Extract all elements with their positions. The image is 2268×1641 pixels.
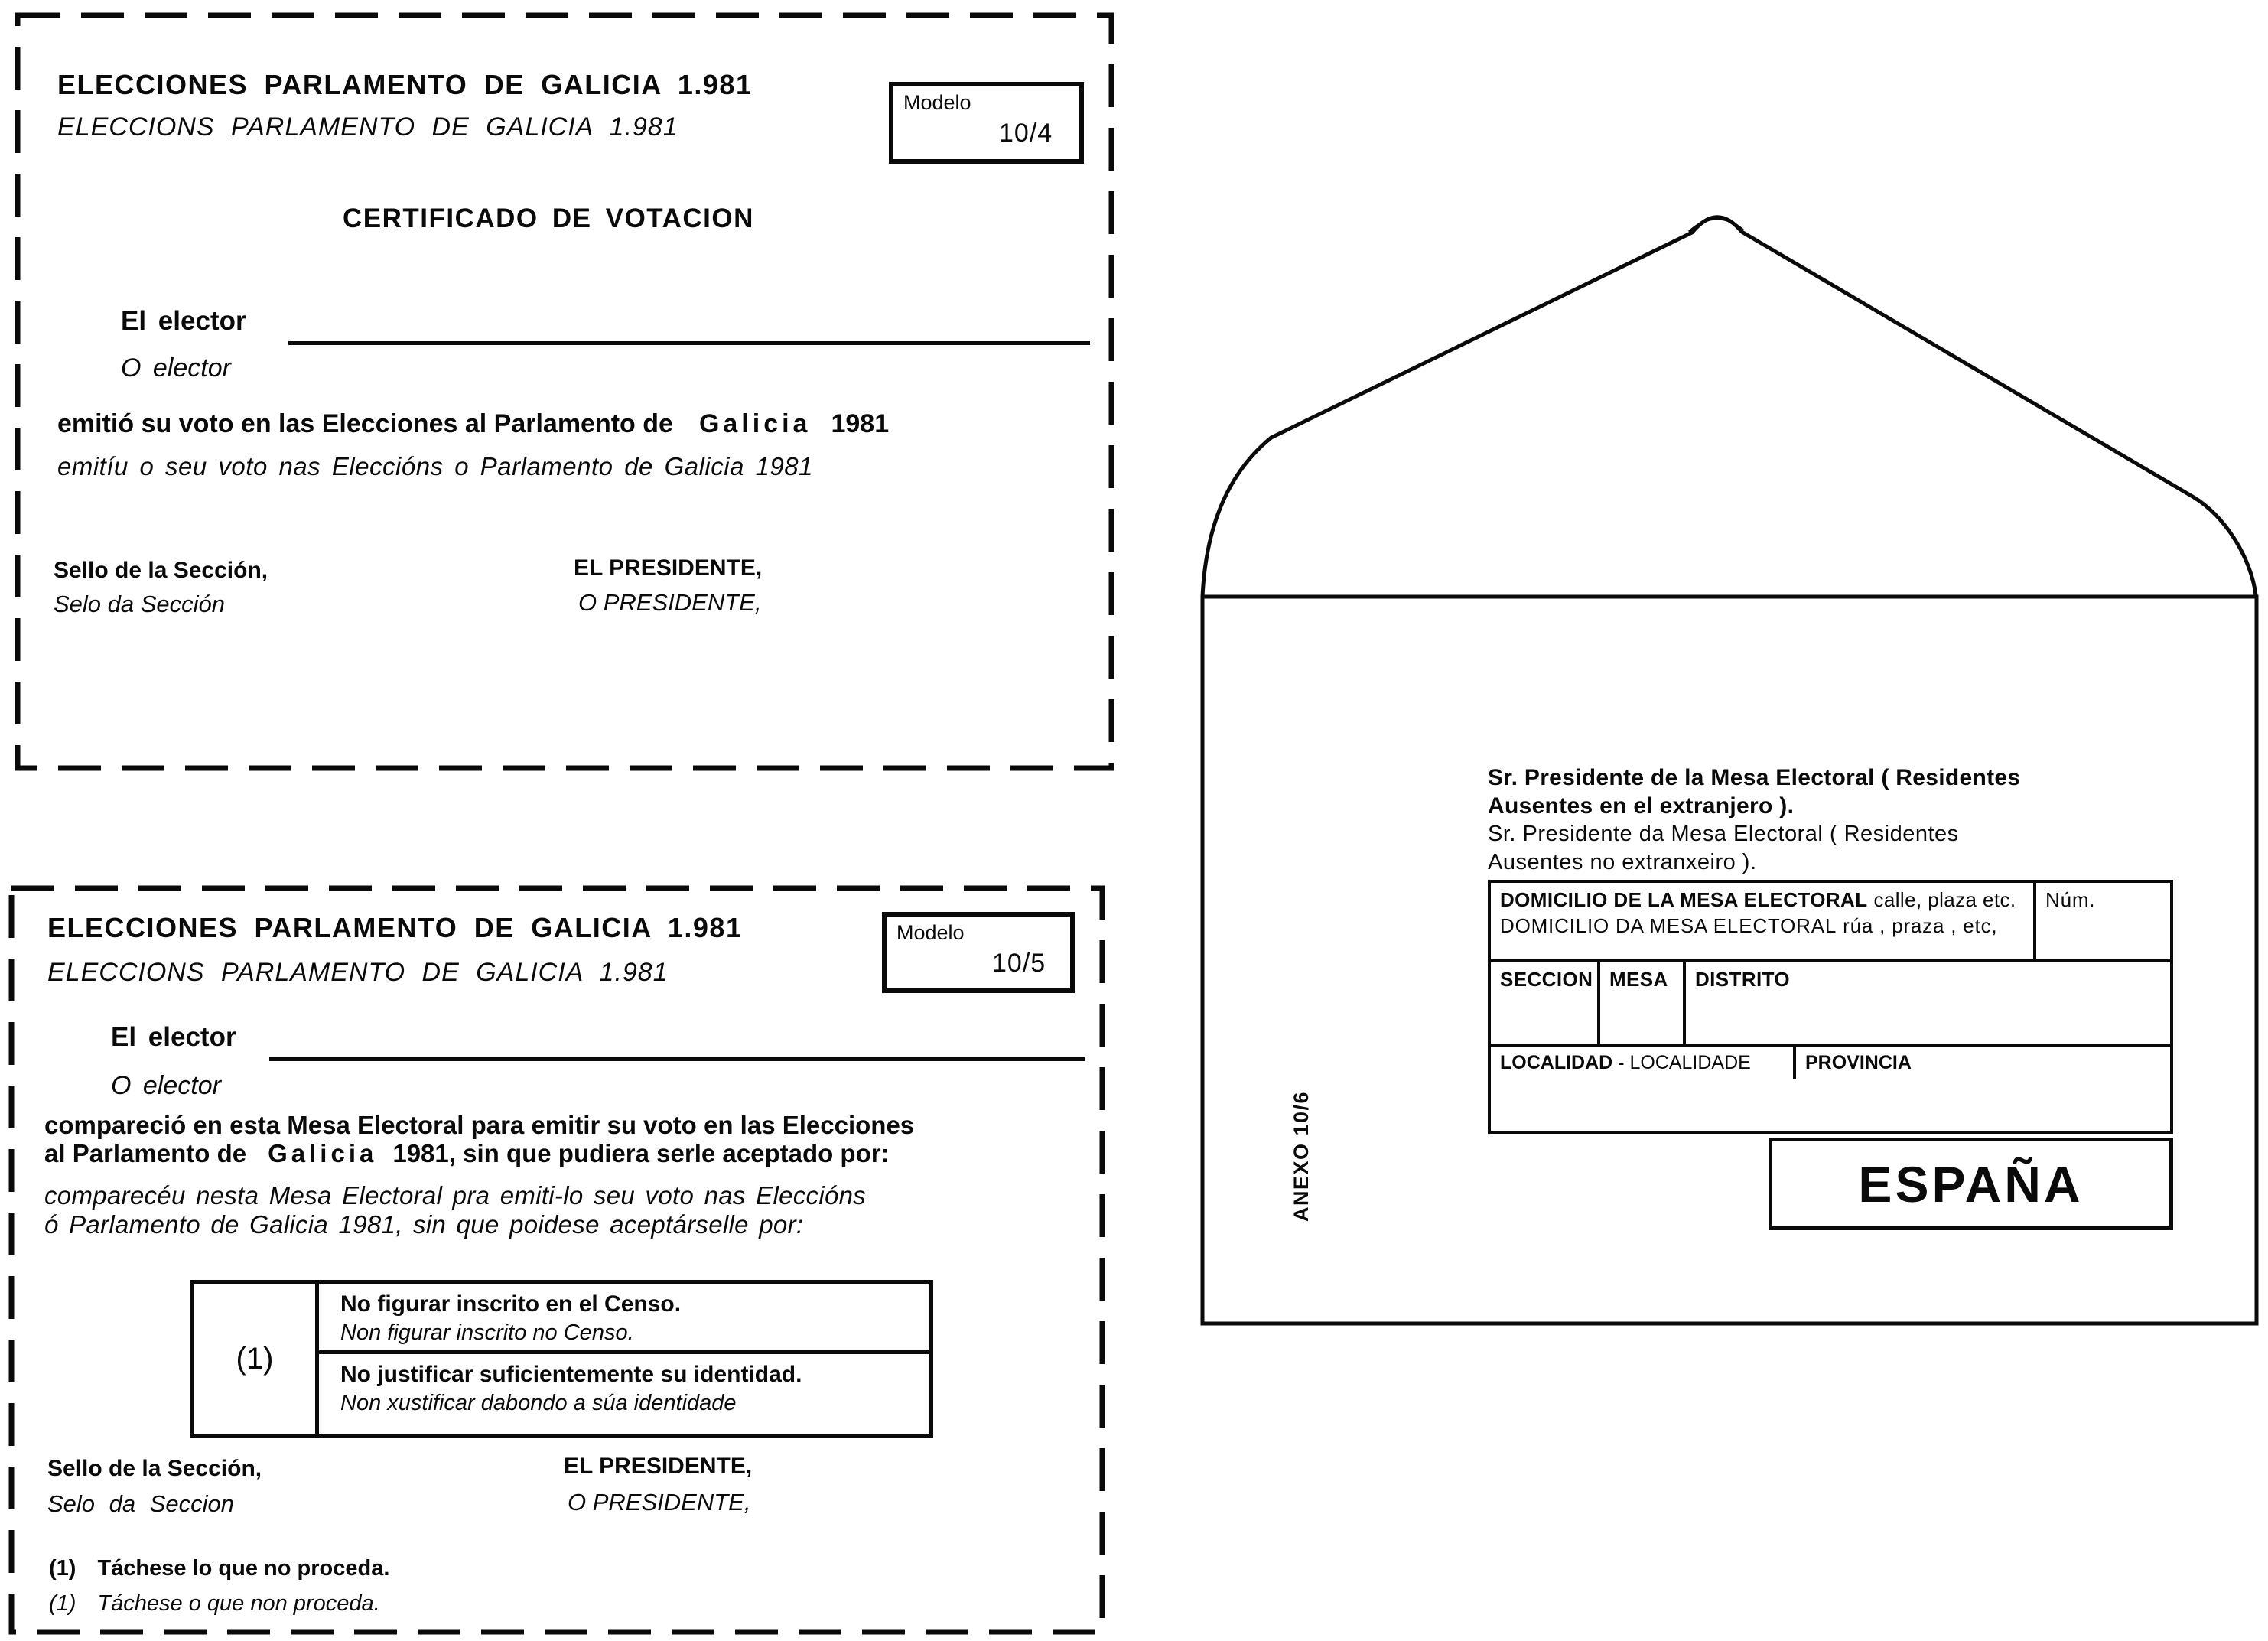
form-10-5-modelo-box [882, 912, 1075, 993]
reason-2-es: No justificar suficientemente su identidad. [340, 1362, 802, 1387]
appeared-statement-gl-line2: ó Parlamento de Galicia 1981, sin que poidese aceptárselle por: [44, 1210, 804, 1239]
domicilio-gl-main: DOMICILIO DA MESA ELECTORAL [1500, 914, 1837, 937]
appeared-statement-es-line1: compareció en esta Mesa Electoral para emitir su voto en las Elecciones [44, 1111, 915, 1139]
rejection-reasons-table [190, 1280, 933, 1438]
reason-row-2 [319, 1354, 929, 1421]
domicilio-label-es [1500, 888, 2024, 912]
sello-label-gl: Selo da Seccion [47, 1490, 235, 1517]
form-10-4-modelo-box [889, 82, 1084, 164]
mesa-address-table [1488, 880, 2173, 1134]
addressee-block [1488, 764, 2020, 877]
addressee-gl-line1: Sr. Presidente da Mesa Electoral ( Residentes [1488, 822, 1959, 846]
form-10-4-title-es: ELECCIONES PARLAMENTO DE GALICIA 1.981 [57, 69, 753, 100]
modelo-label: Modelo [903, 91, 971, 114]
sello-label-es: Sello de la Sección, [47, 1456, 262, 1481]
reason-marker-cell: (1) [194, 1284, 319, 1434]
espana-label: ESPAÑA [1858, 1155, 2084, 1213]
elector-label-es: El elector [121, 306, 246, 336]
appeared-statement-es [44, 1111, 914, 1167]
anexo-label: ANEXO 10/6 [1290, 1090, 1313, 1222]
footnote-gl-marker: (1) [49, 1591, 76, 1616]
addressee-gl-line2: Ausentes no extranxeiro ). [1488, 850, 1757, 874]
elector-fill-line [288, 341, 1090, 345]
presidente-label-es: EL PRESIDENTE, [574, 555, 763, 581]
seccion-row [1491, 962, 2170, 1047]
localidad-label [1500, 1052, 1784, 1074]
voted-statement-es-pre: emitió su voto en las Elecciones al Parlamento de [57, 409, 673, 438]
addressee-es-line1: Sr. Presidente de la Mesa Electoral ( Residentes [1488, 765, 2021, 790]
num-cell [2033, 883, 2170, 959]
appeared-statement-gl-line1: comparecéu nesta Mesa Electoral pra emiti-lo seu voto nas Eleccións [44, 1181, 867, 1210]
footnote-es [49, 1556, 389, 1581]
certificate-heading: CERTIFICADO DE VOTACION [343, 203, 754, 233]
seccion-label: SECCION [1500, 968, 1593, 991]
domicilio-row [1491, 883, 2170, 962]
appeared-statement-es-line2 [44, 1139, 914, 1167]
appeared-statement-gl [44, 1181, 866, 1239]
espana-box [1769, 1138, 2173, 1230]
provincia-cell [1793, 1047, 2170, 1079]
envelope-flap [1202, 217, 2256, 597]
appeared-es-line2-post: , sin que pudiera serle aceptado por: [448, 1139, 890, 1167]
presidente-label-gl: O PRESIDENTE, [578, 589, 762, 616]
modelo-label: Modelo [896, 921, 965, 944]
sello-label-es: Sello de la Sección, [54, 558, 268, 583]
addressee-es-line2: Ausentes en el extranjero ). [1488, 793, 1795, 819]
domicilio-es-suffix: calle, plaza etc. [1873, 888, 2016, 911]
domicilio-cell [1491, 883, 2033, 959]
footnote-gl [49, 1591, 380, 1617]
form-10-5-title-gl: ELECCIONS PARLAMENTO DE GALICIA 1.981 [47, 958, 669, 987]
reason-1-gl: Non figurar inscrito no Censo. [340, 1320, 634, 1345]
voted-statement-fill: Galicia [698, 409, 812, 438]
localidad-cell [1491, 1047, 1793, 1079]
voted-statement-year: 1981 [831, 409, 890, 438]
reason-1-es: No figurar inscrito en el Censo. [340, 1291, 682, 1317]
sello-label-gl: Selo da Sección [54, 591, 226, 617]
elector-label-es: El elector [111, 1022, 236, 1052]
domicilio-es-bold: DOMICILIO DE LA MESA ELECTORAL [1500, 888, 1868, 911]
elector-fill-line [269, 1057, 1085, 1061]
distrito-label: DISTRITO [1695, 968, 1791, 991]
form-10-5-dashed-border [8, 884, 1106, 1636]
reason-row-1 [319, 1284, 929, 1354]
envelope-flap-peak-detail [1689, 219, 1743, 232]
domicilio-label-gl [1500, 914, 2024, 938]
modelo-value: 10/5 [992, 949, 1046, 978]
elector-label-gl: O elector [111, 1071, 221, 1100]
envelope [1193, 0, 2268, 1346]
modelo-value: 10/4 [999, 119, 1053, 148]
appeared-fill: Galicia [268, 1139, 378, 1167]
form-10-5-title-es: ELECCIONES PARLAMENTO DE GALICIA 1.981 [47, 912, 743, 943]
form-10-4-title-gl: ELECCIONS PARLAMENTO DE GALICIA 1.981 [57, 112, 678, 142]
footnote-es-text: Táchese lo que no proceda. [97, 1556, 390, 1581]
localidad-label-bold: LOCALIDAD - [1500, 1052, 1625, 1073]
appeared-es-line2-pre: al Parlamento de [44, 1139, 247, 1167]
form-10-5 [0, 876, 1113, 1641]
num-label: Núm. [2045, 888, 2096, 911]
footnote-es-marker: (1) [49, 1556, 76, 1581]
reason-2-gl: Non xustificar dabondo a súa identidade [340, 1391, 737, 1415]
elector-label-gl: O elector [121, 353, 231, 383]
provincia-label: PROVINCIA [1805, 1052, 1912, 1073]
mesa-label: MESA [1609, 968, 1668, 991]
seccion-cell [1491, 962, 1597, 1044]
domicilio-gl-suffix: rúa , praza , etc, [1843, 914, 1998, 937]
footnote-gl-text: Táchese o que non proceda. [97, 1591, 380, 1616]
form-10-4 [0, 0, 1117, 773]
presidente-label-gl: O PRESIDENTE, [568, 1489, 751, 1516]
distrito-cell [1683, 962, 2170, 1044]
localidad-row [1491, 1047, 2170, 1079]
localidad-label-rest: LOCALIDADE [1629, 1052, 1751, 1073]
voted-statement-es [57, 409, 889, 439]
presidente-label-es: EL PRESIDENTE, [564, 1454, 753, 1479]
mesa-cell [1597, 962, 1683, 1044]
appeared-year: 1981 [392, 1139, 449, 1167]
reason-rows [319, 1284, 929, 1434]
voted-statement-gl: emitíu o seu voto nas Eleccións o Parlamento de Galicia 1981 [57, 452, 814, 480]
